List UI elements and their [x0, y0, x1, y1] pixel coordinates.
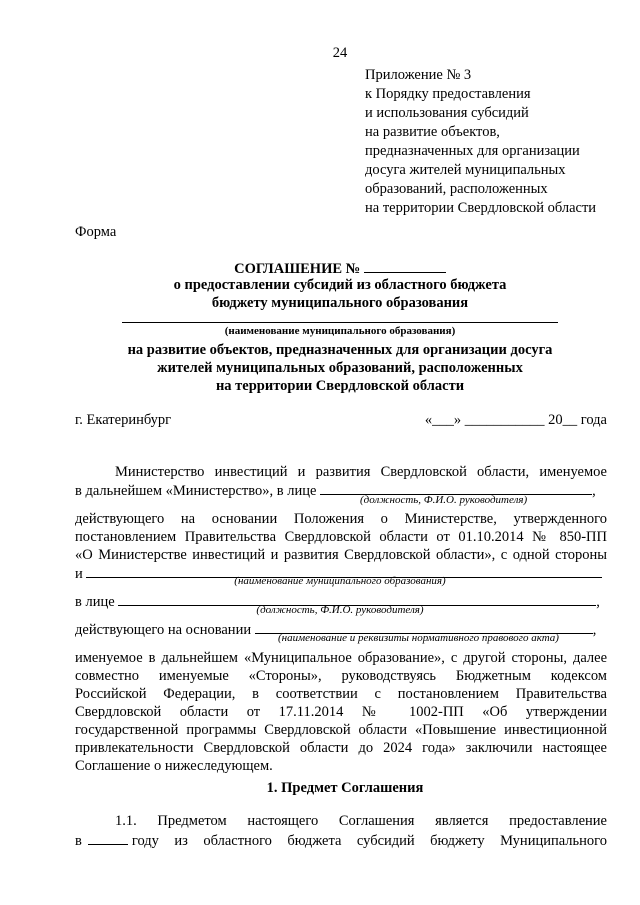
appendix-block: [365, 66, 625, 218]
position-blank: [320, 481, 592, 495]
body-line: в дальнейшем «Министерство», в лице ,: [75, 483, 596, 499]
appendix-line: образований, расположенных: [365, 181, 548, 197]
legal-act-note: (наименование и реквизиты нормативного правового акта): [278, 632, 559, 644]
form-label: Форма: [75, 224, 117, 240]
section-line: [75, 831, 607, 851]
date-text: «___» ___________ 20__ года: [424, 412, 607, 428]
title-line-2: бюджету муниципального образования: [211, 295, 469, 311]
agreement-title-text: СОГЛАШЕНИЕ №: [234, 261, 361, 277]
year-blank: [88, 831, 128, 845]
appendix-line: на территории Свердловской области: [365, 200, 597, 216]
head-note: (должность, Ф.И.О. руководителя): [256, 604, 424, 616]
section-line: 1.1. Предметом настоящего Соглашения является предоставление: [115, 813, 607, 829]
purpose-line-1: на развитие объектов, предназначенных для организации досуга: [127, 342, 553, 358]
municipality-name-line: [122, 322, 558, 323]
body-line: постановлением Правительства Свердловской области от 01.10.2014 № 850-ПП: [75, 529, 607, 545]
position-note: (должность, Ф.И.О. руководителя): [360, 494, 528, 506]
appendix-line: на развитие объектов,: [365, 124, 500, 140]
body-line: именуемое в дальнейшем «Муниципальное образование», с другой стороны, далее: [75, 650, 607, 666]
purpose-line-2: жителей муниципальных образований, расположенных: [157, 360, 523, 376]
appendix-line: Приложение № 3: [365, 67, 472, 83]
appendix-line: и использования субсидий: [365, 105, 529, 121]
body-line: Свердловской области от 17.11.2014 № 1002-ПП «Об утверждении: [75, 704, 607, 720]
municipality-name-note: (наименование муниципального образования): [224, 325, 456, 337]
title-line-1: о предоставлении субсидий из областного бюджета: [173, 277, 507, 293]
municipality-note: (наименование муниципального образования): [234, 575, 446, 587]
appendix-line: к Порядку предоставления: [365, 86, 531, 102]
purpose-line-3: на территории Свердловской области: [215, 378, 465, 394]
section-text: году из областного бюджета субсидий бюджету Муниципального: [131, 833, 607, 849]
body-line: действующего на основании Положения о Министерстве, утвержденного: [75, 511, 607, 527]
body-line: государственной программы Свердловской области «Повышение инвестиционной: [75, 722, 607, 738]
body-text: и: [75, 566, 83, 582]
body-text: в дальнейшем «Министерство», в лице: [75, 483, 317, 499]
page-number: 24: [332, 45, 348, 61]
appendix-line: досуга жителей муниципальных: [365, 162, 566, 178]
body-line: привлекательности Свердловской области до 2024 года» заключили настоящее: [75, 740, 607, 756]
body-line: действующего на основании ,: [75, 622, 597, 638]
section-heading: 1. Предмет Соглашения: [266, 780, 424, 796]
appendix-line: предназначенных для организации: [365, 143, 580, 159]
body-line: «О Министерстве инвестиций и развития Свердловской области», с одной стороны: [75, 547, 607, 563]
section-text: в: [75, 833, 82, 849]
body-line: совместно именуемые «Стороны», руководствуясь Бюджетным кодексом: [75, 668, 607, 684]
body-line: Министерство инвестиций и развития Свердловской области, именуемое: [115, 464, 607, 480]
body-line: Соглашение о нижеследующем.: [75, 758, 273, 774]
place-text: г. Екатеринбург: [75, 412, 172, 428]
agreement-number-blank: [364, 258, 446, 273]
body-line: Российской Федерации, в соответствии с постановлением Правительства: [75, 686, 607, 702]
body-text: в лице: [75, 594, 115, 610]
body-line: в лице ,: [75, 594, 600, 610]
body-text: действующего на основании: [75, 622, 252, 638]
